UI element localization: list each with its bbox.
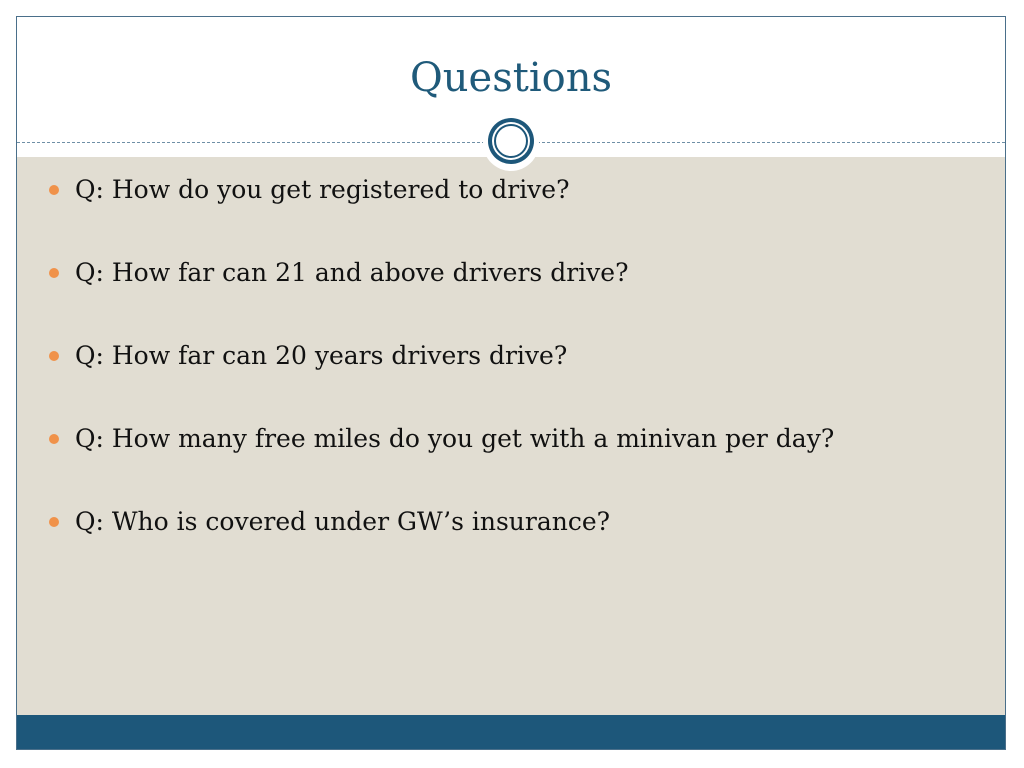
bullet-dot-icon (49, 517, 59, 527)
slide (16, 16, 1006, 750)
bullet-text: Q: How do you get registered to drive? (75, 175, 570, 204)
bullet-dot-icon (49, 434, 59, 444)
bullet-dot-icon (49, 268, 59, 278)
bullet-text: Q: How far can 21 and above drivers drive? (75, 258, 629, 287)
footer-bar (17, 715, 1005, 750)
bullet-text: Q: How many free miles do you get with a minivan per day? (75, 424, 835, 453)
circle-ornament-core (494, 124, 528, 158)
bullet-text: Q: How far can 20 years drivers drive? (75, 341, 568, 370)
bullet-text: Q: Who is covered under GW’s insurance? (75, 507, 611, 536)
bullet-dot-icon (49, 351, 59, 361)
bullet-dot-icon (49, 185, 59, 195)
slide-title: Questions (410, 55, 612, 101)
